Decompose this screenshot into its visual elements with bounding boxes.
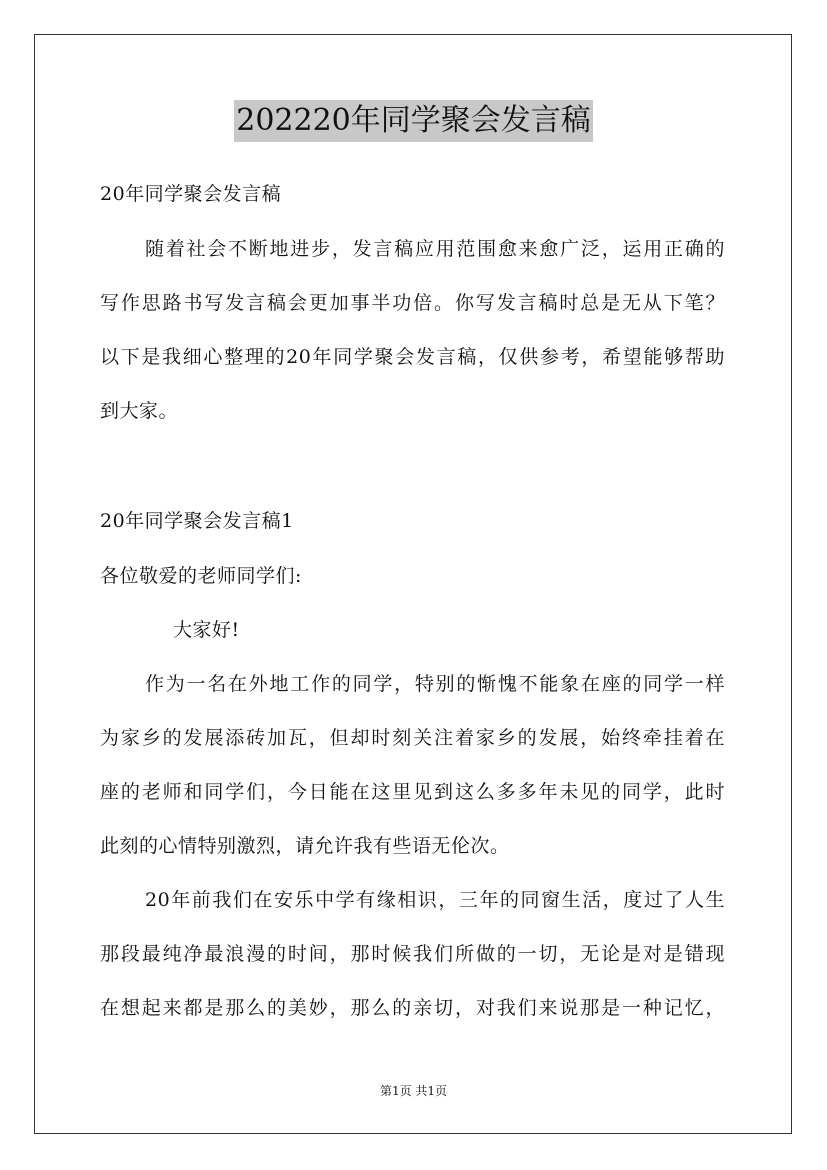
para1-line-4: 此刻的心情特别激烈，请允许我有些语无伦次。	[100, 835, 510, 857]
para1-line-1: 作为一名在外地工作的同学，特别的惭愧不能象在座的同学一样	[145, 673, 725, 695]
para1-line-2: 为家乡的发展添砖加瓦，但却时刻关注着家乡的发展，始终牵挂着在	[100, 727, 725, 749]
title-container	[0, 100, 827, 142]
para1-line-3: 座的老师和同学们，今日能在这里见到这么多多年未见的同学，此时	[100, 781, 725, 803]
para2-line-3: 在想起来都是那么的美妙，那么的亲切，对我们来说那是一种记忆，	[100, 997, 725, 1019]
page-footer: 第1页 共1页	[379, 1084, 448, 1098]
para2-line-1: 20年前我们在安乐中学有缘相识，三年的同窗生活，度过了人生	[145, 889, 725, 911]
intro-line-3: 以下是我细心整理的20年同学聚会发言稿，仅供参考，希望能够帮助	[100, 346, 725, 368]
intro-line-1: 随着社会不断地进步，发言稿应用范围愈来愈广泛，运用正确的	[145, 238, 725, 260]
section-heading: 20年同学聚会发言稿1	[100, 510, 294, 532]
para2-line-2: 那段最纯净最浪漫的时间，那时候我们所做的一切，无论是对是错现	[100, 943, 725, 965]
subtitle: 20年同学聚会发言稿	[100, 183, 282, 205]
greeting: 大家好!	[173, 619, 240, 641]
intro-line-2: 写作思路书写发言稿会更加事半功倍。你写发言稿时总是无从下笔？	[100, 292, 725, 314]
intro-line-4: 到大家。	[100, 400, 179, 422]
salutation: 各位敬爱的老师同学们:	[100, 565, 302, 587]
document-title: 202220年同学聚会发言稿	[234, 100, 593, 142]
